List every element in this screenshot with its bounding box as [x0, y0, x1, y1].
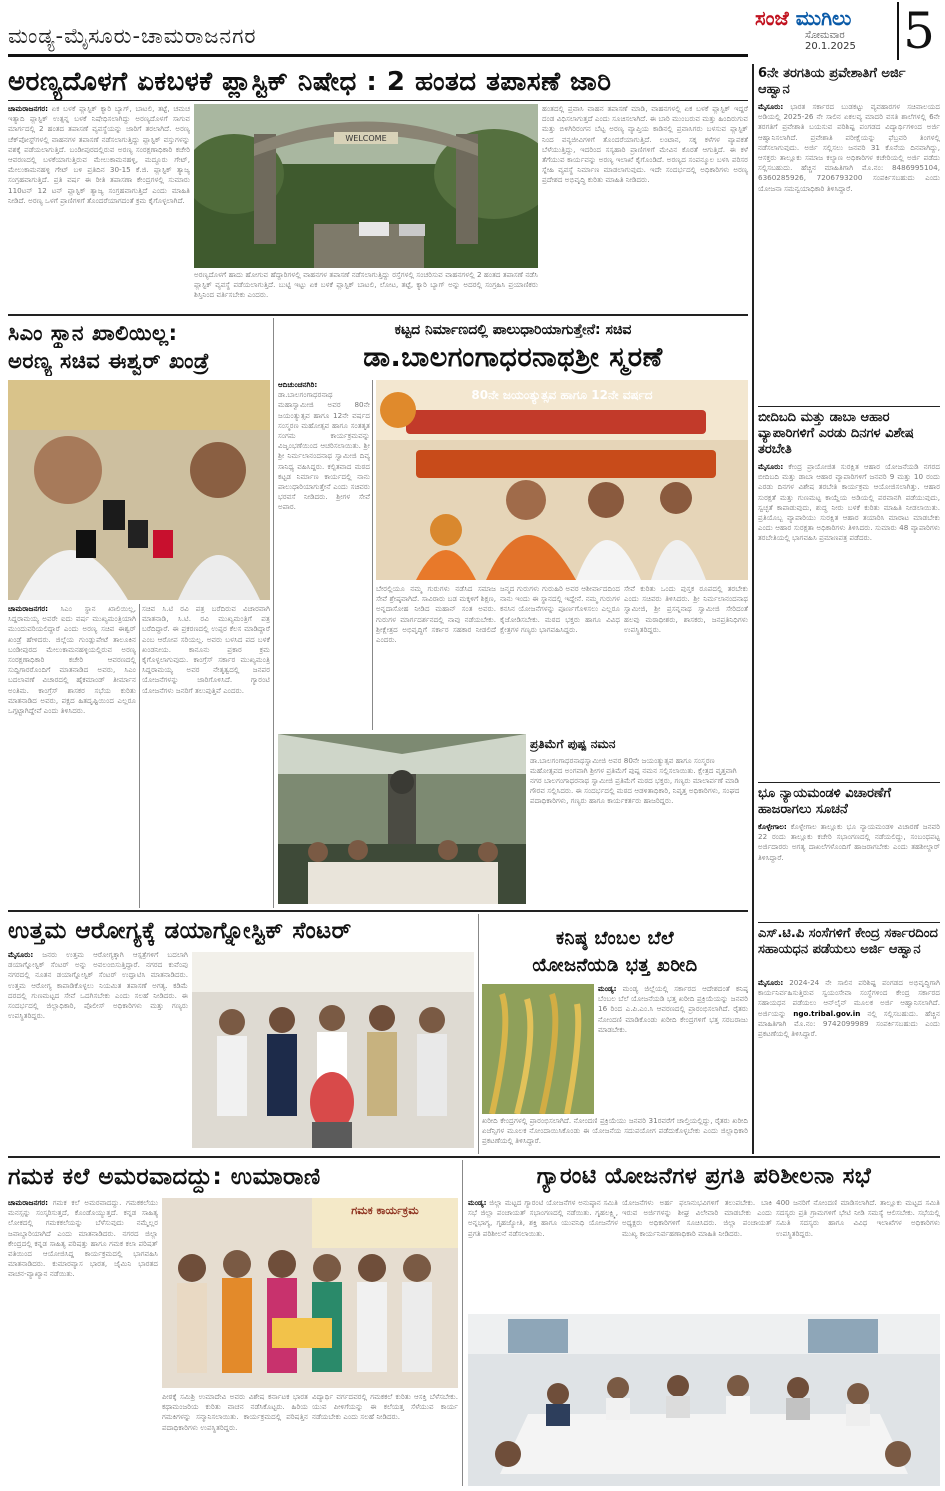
plastic-headline: ಅರಣ್ಯದೊಳಗೆ ಏಕಬಳಕೆ ಪ್ಲಾಸ್ಟಿಕ್ ನಿಷೇಧ : 2 ಹಂತದ ತಪಾಸಣೆ ಜಾರಿ [8, 67, 612, 97]
divider [758, 782, 940, 783]
paddy-crop-photo [482, 984, 594, 1114]
statue-caption: ಡಾ.ಬಾಲಗಂಗಾಧರನಾಥಸ್ವಾಮೀಜಿ ಅವರ 80ನೇ ಜಯಂತ್ಯುತ್ಸವ ಹಾಗೂ ಸಂಸ್ಮರಣ ಮಹೋತ್ಸವದ ಅಂಗವಾಗಿ ಶ್ರೀಗಳ ಪ್ರತಿಮೆಗೆ ಪುಷ್ಪ ನಮನ ಸಲ್ಲಿಸಲಾಯಿತು. ಕ್ಷೇತ್ರದ ವೃತ್ತವಾಗಿ ನಗರ ಬಾಲಗಂಗಾಧರನಾಥ ಸ್ವಾಮೀಜಿ ಪ್ರತಿಮೆಗೆ ಮಠದ ಭಕ್ತರು, ಗಣ್ಯರು ಮಾಲಾರ್ಪಣೆ ಮಾಡಿ ಗೌರವ ಸಲ್ಲಿಸಿದರು. ಈ ಸಂದರ್ಭದಲ್ಲಿ ಮಠದ ಆಡಳಿತಾಧಿಕಾರಿ, ನಿವೃತ್ತ ಅಧಿಕಾರಿಗಳು, ಸಂಘದ ಪದಾಧಿಕಾರಿಗಳು, ಗಣ್ಯರು ಹಾಗೂ ಕಾರ್ಯಕರ್ತರು ಹಾಜರಿದ್ದರು. [530, 756, 740, 805]
gate-welcome-sign: WELCOME [345, 134, 387, 143]
guarantee-body-col3: 400 ಜನರಿಗೆ ನೋಂದಣಿ ಮಾಡಿಸಲಾಗಿದೆ. ತಾಲ್ಲೂಕು ಮಟ್ಟದ ಸಮಿತಿ ಸದಸ್ಯರು ಪ್ರತಿ ಗ್ರಾಮಗಳಿಗೆ ಭೇಟಿ ನೀಡಿ ಸಮಸ್ಯೆ ಆಲಿಸಬೇಕು. ಸಭೆಯಲ್ಲಿ ಸಮಿತಿ ಸದಸ್ಯರು ಹಾಗೂ ವಿವಿಧ ಇಲಾಖೆಗಳ ಅಧಿಕಾರಿಗಳು ಉಪಸ್ಥಿತರಿದ್ದರು. [776, 1198, 940, 1238]
ngo-portal-link[interactable]: ngo.tribal.gov.in [793, 1008, 861, 1018]
forest-gate-photo [194, 104, 538, 268]
event-banner-text: 80ನೇ ಜಯಂತ್ಯುತ್ಸವ ಹಾಗೂ 12ನೇ ವರ್ಷದ [471, 388, 653, 402]
guarantee-headline: ಗ್ಯಾರಂಟಿ ಯೋಜನೆಗಳ ಪ್ರಗತಿ ಪರಿಶೀಲನಾ ಸಭೆ [536, 1164, 872, 1189]
diagnostic-headline: ಉತ್ತಮ ಆರೋಗ್ಯಕ್ಕೆ ಡಯಾಗ್ನೋಸ್ಟಿಕ್ ಸೆಂಟರ್ [8, 918, 352, 944]
divider [8, 910, 748, 912]
sidebar-item-training-title: ಬೀದಿಬದಿ ಮತ್ತು ಡಾಬಾ ಆಹಾರ ವ್ಯಾಪಾರಿಗಳಿಗೆ ಎರಡು ದಿನಗಳ ವಿಶೇಷ ತರಬೇತಿ [758, 410, 914, 457]
divider [8, 1156, 940, 1158]
cm-headline-line1: ಸಿಎಂ ಸ್ಥಾನ ಖಾಲಿಯಿಲ್ಲ: [8, 321, 178, 345]
guarantee-meeting-illustration [468, 1314, 940, 1486]
sidebar-item-tribunal-dateline: ಕೊಳ್ಳೇಗಾಲ: [758, 822, 787, 831]
guarantee-dateline: ಮಂಡ್ಯ: [468, 1198, 487, 1207]
column-rule [273, 318, 274, 908]
paddy-headline-line1: ಕನಿಷ್ಠ ಬೆಂಬಲ ಬೆಲೆ [555, 928, 675, 949]
brand-part2: ಮುಗಿಲು [795, 6, 852, 30]
swamiji-body-col4: ಸೇವೆ ಕುರಿತು ಒಂದು ಪುಸ್ತಕ ರೂಪದಲ್ಲಿ ತರಬೇಕು ಎಂದು ಸಚಿವರು ತಿಳಿಸಿದರು. ಶ್ರೀ ನಿರ್ಮಲಾನಂದನಾಥ ಸ್ವಾಮೀಜಿ, ಶ್ರೀ ಪ್ರಸನ್ನನಾಥ ಸ್ವಾಮೀಜಿ ಸೇರಿದಂತೆ ಹಲವು ಮಠಾಧೀಶರು, ಶಾಸಕರು, ಜನಪ್ರತಿನಿಧಿಗಳು ಉಪಸ್ಥಿತರಿದ್ದರು. [624, 584, 748, 634]
section-rule [8, 54, 748, 57]
gamaka-body-col1: ಚಾಮರಾಜನಗರ: ಗಮಕ ಕಲೆ ಅಮರವಾದದ್ದು. ಗಮಕಕಲೆಯು ಮನಸ್ಸನ್ನು ಸಂಸ್ಕರಿಸುತ್ತದೆ, ಕೊಂಡೊಯ್ಯುತ್ತದೆ. ಕನ್ನಡ ಸಾಹಿತ್ಯ ಲೋಕದಲ್ಲಿ ಗಮಕಕಲೆಯನ್ನು ಬೆಳೆಸುವುದು ನಮ್ಮೆಲ್ಲರ ಜವಾಬ್ದಾರಿಯಾಗಿದೆ ಎಂದು ಮಾತನಾಡಿದರು. ನಗರದ ಜಿಲ್ಲಾ ಕೇಂದ್ರದಲ್ಲಿ ಕನ್ನಡ ಸಾಹಿತ್ಯ ಪರಿಷತ್ತು ಹಾಗೂ ಗಮಕ ಕಲಾ ಪರಿಷತ್ ವತಿಯಿಂದ ಆಯೋಜಿಸಿದ್ದ ಕಾರ್ಯಕ್ರಮದಲ್ಲಿ ಭಾಗವಹಿಸಿ ಮಾತನಾಡಿದರು. ಕುಮಾರವ್ಯಾಸ ಭಾರತ, ಜೈಮಿನಿ ಭಾರತದ ವಾಚನ-ವ್ಯಾಖ್ಯಾನ ನಡೆಯಿತು. [8, 1198, 158, 1279]
diagnostic-inauguration-photo [192, 952, 474, 1148]
minister-press-illustration [8, 380, 270, 600]
paddy-body-bottom: ಖರೀದಿ ಕೇಂದ್ರಗಳಲ್ಲಿ ಪ್ರಾರಂಭಿಸಲಾಗಿದೆ. ನೋಂದಣಿ ಪ್ರಕ್ರಿಯೆಯು ಜನವರಿ 31ರವರೆಗೆ ಚಾಲ್ತಿಯಲ್ಲಿದ್ದು, ರೈತರು ಖರೀದಿ ಏಜೆನ್ಸಿಗಳ ಮೂಲಕ ನೋಂದಾಯಿಸಿಕೊಂಡು ಈ ಯೋಜನೆಯ ಸದುಪಯೋಗ ಪಡೆದುಕೊಳ್ಳಬೇಕು ಎಂದು ಜಿಲ್ಲಾಧಿಕಾರಿ ಪ್ರಕಟಣೆಯಲ್ಲಿ ತಿಳಿಸಿದ್ದಾರೆ. [482, 1116, 748, 1146]
column-rule [139, 604, 140, 908]
plastic-body-col3: ಹಂತದಲ್ಲಿ ಪ್ರವಾಸಿ ವಾಹನ ತಪಾಸಣೆ ಮಾಡಿ, ವಾಹನಗಳಲ್ಲಿ ಏಕ ಬಳಕೆ ಪ್ಲಾಸ್ಟಿಕ್ ಇದ್ದರೆ ದಂಡ ವಿಧಿಸಲಾಗುತ್ತದೆ ಎಂದು ಸೂಚಿಸಲಾಗಿದೆ. ಈ ಬಾರಿ ಮುಂಬರುವ ಮತ್ತು ಹಿಂದಿರುಗುವ ಮತ್ತು ಬಿಳಿಗಿರಿರಂಗನ ಬೆಟ್ಟ ಅರಣ್ಯ ವ್ಯಾಪ್ತಿಯ ಕಾಡಿನಲ್ಲಿ ಪ್ರವಾಸಿಗರು ಬಳಸುವ ಪ್ಲಾಸ್ಟಿಕ್ ನಿಂದ ವನ್ಯಜೀವಿಗಳಿಗೆ ತೊಂದರೆಯಾಗುತ್ತಿದೆ. ಲಂಟಾನ, ಸಕ್ಕ ಕಳೆಗಳ ವ್ಯಾಪಕತೆ ಬೆಳೆಯುತ್ತಿದ್ದು, ಇದರಿಂದ ಸಸ್ಯಹಾರಿ ಪ್ರಾಣಿಗಳಿಗೆ ಮೇವಿನ ಕೊರತೆ ಆಗುತ್ತಿದೆ. ಈ ಕಳೆ ತೆಗೆಯುವ ಕಾರ್ಯವನ್ನು ಅರಣ್ಯ ಇಲಾಖೆ ಕೈಗೊಂಡಿದೆ. ಅರಣ್ಯದ ಸಂಪನ್ಮೂಲ ಬಳಸಿ ಪರಿಸರ ಸ್ನೇಹಿ ವ್ಯವಸ್ಥೆ ನಿರ್ಮಾಣ ಮಾಡಲಾಗುವುದು. ಇದೇ ಸಂದರ್ಭದಲ್ಲಿ ಅಧಿಕಾರಿಗಳು ಅರಣ್ಯ ಪ್ರದೇಶದ ಅಭಿವೃದ್ಧಿ ಕುರಿತು ಮಾಹಿತಿ ನೀಡಿದರು. [542, 104, 748, 185]
statue-tribute-photo [278, 734, 526, 904]
brand-logo [755, 6, 890, 30]
sidebar-item-ngo-body: ಮೈಸೂರು: 2024-24 ನೇ ಸಾಲಿನ ಪರಿಶಿಷ್ಟ ಪಂಗಡದ ಅಭಿವೃದ್ಧಿಗಾಗಿ ಕಾರ್ಯನಿರ್ವಹಿಸುತ್ತಿರುವ ಸ್ವಯಂಸೇವಾ ಸಂಸ್ಥೆಗಳಿಂದ ಕೇಂದ್ರ ಸರ್ಕಾರದ ಸಹಾಯಧನ ಪಡೆಯಲು ಆನ್‌ಲೈನ್ ಮೂಲಕ ಅರ್ಜಿ ಆಹ್ವಾನಿಸಲಾಗಿದೆ. ಅರ್ಜಿಯನ್ನು ngo.tribal.gov.in ನಲ್ಲಿ ಸಲ್ಲಿಸಬಹುದು. ಹೆಚ್ಚಿನ ಮಾಹಿತಿಗಾಗಿ ಮೊ.ನಂ: 9742099989 ಸಂಪರ್ಕಿಸಬಹುದು ಎಂದು ಪ್ರಕಟಣೆಯಲ್ಲಿ ತಿಳಿಸಿದ್ದಾರೆ. [758, 978, 940, 1039]
issue-day: ಸೋಮವಾರ [805, 30, 845, 41]
swamiji-dateline: ಆದಿಚುಂಚನಗಿರಿ: [278, 380, 318, 389]
gamaka-event-photo [162, 1198, 458, 1388]
cm-dateline: ಚಾಮರಾಜನಗರ: [8, 604, 49, 613]
cm-body-col1: ಚಾಮರಾಜನಗರ: ಸಿಎಂ ಸ್ಥಾನ ಖಾಲಿಯಿಲ್ಲ, ಸಿದ್ದರಾಮಯ್ಯ ಅವರೇ ಐದು ವರ್ಷ ಮುಖ್ಯಮಂತ್ರಿಯಾಗಿ ಮುಂದುವರಿಯಲಿದ್ದಾರೆ ಎಂದು ಅರಣ್ಯ ಸಚಿವ ಈಶ್ವರ್ ಖಂಡ್ರೆ ಹೇಳಿದರು. ಜಿಲ್ಲೆಯ ಗುಂಡ್ಲುಪೇಟೆ ತಾಲೂಕಿನ ಬಂಡೀಪುರದ ಮೇಲುಕಾಮನಹಳ್ಳಿಯಲ್ಲಿರುವ ಅರಣ್ಯ ಸಂರಕ್ಷಣಾಧಿಕಾರಿ ಕಚೇರಿ ಆವರಣದಲ್ಲಿ ಸುದ್ದಿಗಾರರೊಂದಿಗೆ ಮಾತನಾಡಿದ ಅವರು, ಸಿಎಂ ಬದಲಾವಣೆ ವಿಚಾರದಲ್ಲಿ ಹೈಕಮಾಂಡ್ ತೀರ್ಮಾನ ಅಂತಿಮ. ಕಾಂಗ್ರೆಸ್ ಶಾಸಕರ ಸಭೆಯ ಕುರಿತು ಮಾತನಾಡಿದ ಅವರು, ಪಕ್ಷದ ಹಿತದೃಷ್ಟಿಯಿಂದ ಎಲ್ಲರೂ ಒಗ್ಗಟ್ಟಾಗಿದ್ದೇವೆ ಎಂದು ತಿಳಿಸಿದರು. [8, 604, 136, 716]
sidebar-item-ngo-title: ಎಸ್.ಟಿ.ಪಿ ಸಂಸೆಗಳಿಗೆ ಕೇಂದ್ರ ಸರ್ಕಾರದಿಂದ ಸಹಾಯಧನ ಪಡೆಯಲು ಅರ್ಜಿ ಆಹ್ವಾನ [758, 926, 938, 957]
swamiji-event-illustration [376, 380, 748, 580]
cm-body-col2: ಸಚಿವ ಸಿ.ಟಿ ರವಿ ಪತ್ರ ಬರೆದಿರುವ ವಿಚಾರವಾಗಿ ಮಾತನಾಡಿ, ಸಿ.ಟಿ. ರವಿ ಮುಖ್ಯಮಂತ್ರಿಗೆ ಪತ್ರ ಬರೆದಿದ್ದಾರೆ. ಈ ಪ್ರಕರಣದಲ್ಲಿ ಉಪ್ಪರ ಕೆಲಸ ಮಾಡಿದ್ದಾರೆ ಎಂಬ ಆರೋಪ ಸರಿಯಲ್ಲ. ಅವರು ಬಳಸಿದ ಪದ ಬಳಕೆ ಖಂಡನೀಯ. ಕಾನೂನು ಪ್ರಕಾರ ಕ್ರಮ ಕೈಗೊಳ್ಳಲಾಗುವುದು. ಕಾಂಗ್ರೆಸ್ ಸರ್ಕಾರ ಮುಖ್ಯಮಂತ್ರಿ ಸಿದ್ದರಾಮಯ್ಯ ಅವರ ನೇತೃತ್ವದಲ್ಲಿ ಜನಪರ ಯೋಜನೆಗಳನ್ನು ಜಾರಿಗೊಳಿಸಿದೆ. ಗ್ಯಾರಂಟಿ ಯೋಜನೆಗಳು ಜನರಿಗೆ ತಲುಪುತ್ತಿವೆ ಎಂದರು. [142, 604, 270, 695]
diagnostic-inauguration-illustration [192, 952, 474, 1148]
gamaka-dateline: ಚಾಮರಾಜನಗರ: [8, 1198, 49, 1207]
gamaka-body-col3: ವಿದ್ಯಾರ್ಥಿ ವರ್ಗದವರಲ್ಲಿ ಗಮಕಕಲೆ ಕುರಿತು ಆಸಕ್ತಿ ಬೆಳೆಸಬೇಕು. ಯುವ ಪೀಳಿಗೆಯನ್ನು ಈ ಕಲೆಯತ್ತ ಸೆಳೆಯುವ ಕಾರ್ಯ ನಡೆಯಬೇಕು ಎಂದು ಸಲಹೆ ನೀಡಿದರು. [312, 1392, 458, 1422]
divider [758, 406, 940, 407]
minister-press-photo [8, 380, 270, 600]
gamaka-banner-text: ಗಮಕ ಕಾರ್ಯಕ್ರಮ [351, 1204, 419, 1217]
diagnostic-body-col1: ಮೈಸೂರು: ಜನರು ಉತ್ತಮ ಆರೋಗ್ಯಕ್ಕಾಗಿ ಆಸ್ಪತ್ರೆಗಳಿಗೆ ಬದಲಾಗಿ ಡಯಾಗ್ನೋಸ್ಟಿಕ್ ಸೆಂಟರ್ ಅನ್ನು ಅವಲಂಬಿಸುತ್ತಿದ್ದಾರೆ. ನಗರದ ಕುವೆಂಪು ನಗರದಲ್ಲಿ ನೂತನ ಡಯಾಗ್ನೋಸ್ಟಿಕ್ ಸೆಂಟರ್ ಉದ್ಘಾಟಿಸಿ ಮಾತನಾಡಿದರು. ಉತ್ತಮ ಆರೋಗ್ಯ ಕಾಪಾಡಿಕೊಳ್ಳಲು ನಿಯಮಿತ ತಪಾಸಣೆ ಅಗತ್ಯ. ಕಡಿಮೆ ದರದಲ್ಲಿ ಗುಣಮಟ್ಟದ ಸೇವೆ ಒದಗಿಸಬೇಕು ಎಂದು ಸಲಹೆ ನೀಡಿದರು. ಈ ಸಂದರ್ಭದಲ್ಲಿ ಜಿಲ್ಲಾಧಿಕಾರಿ, ಪೊಲೀಸ್ ಅಧಿಕಾರಿಗಳು ಮತ್ತು ಗಣ್ಯರು ಉಪಸ್ಥಿತರಿದ್ದರು. [8, 950, 188, 1021]
masthead [0, 0, 945, 62]
column-rule [478, 914, 479, 1154]
statue-tribute-illustration [278, 734, 526, 904]
brand-part1: ಸಂಜೆ [755, 6, 789, 30]
sidebar-item-admission-title: 6ನೇ ತರಗತಿಯ ಪ್ರವೇಶಾತಿಗೆ ಅರ್ಜಿ ಆಹ್ವಾನ [758, 66, 906, 97]
column-rule [462, 1160, 463, 1486]
sidebar-item-admission-dateline: ಮೈಸೂರು: [758, 102, 784, 111]
divider [8, 100, 748, 101]
swamiji-kicker: ಕಟ್ಟದ ನಿರ್ಮಾಣದಲ್ಲಿ ಪಾಲುಧಾರಿಯಾಗುತ್ತೇನೆ: ಸಚಿವ [394, 322, 632, 338]
plastic-dateline: ಚಾಮರಾಜನಗರ: [8, 104, 49, 113]
swamiji-body-col3: ಜನ್ಮದ ಗುರುಗಳು ಗುರುಹಿರಿ ಅವರ ಆಶೀರ್ವಾದದಿಂದ ನಾನು ಇಂದು ಈ ಸ್ಥಾನದಲ್ಲಿ ಇದ್ದೇನೆ. ನಮ್ಮ ಗುರುಗಳ ಕನಸಿನ ಯೋಜನೆಗಳನ್ನು ಪೂರ್ಣಗೊಳಿಸಲು ಎಲ್ಲರೂ ಕೈಜೋಡಿಸಬೇಕು. ಮಠದ ಭಕ್ತರು ಹಾಗೂ ವಿವಿಧ ಕ್ಷೇತ್ರಗಳ ಗಣ್ಯರು ಭಾಗವಹಿಸಿದ್ದರು. [500, 584, 620, 634]
diagnostic-dateline: ಮೈಸೂರು: [8, 950, 34, 959]
sidebar-item-tribunal-body: ಕೊಳ್ಳೇಗಾಲ: ಕೊಳ್ಳೇಗಾಲ ತಾಲ್ಲೂಕು ಭೂ ನ್ಯಾಯಮಂಡಳಿ ವಿಚಾರಣೆ ಜನವರಿ 22 ರಂದು ತಾಲ್ಲೂಕು ಕಚೇರಿ ಸಭಾಂಗಣದಲ್ಲಿ ನಡೆಯಲಿದ್ದು, ಸಂಬಂಧಪಟ್ಟ ಅರ್ಜಿದಾರರು ಅಗತ್ಯ ದಾಖಲೆಗಳೊಂದಿಗೆ ಹಾಜರಾಗಬೇಕು ಎಂದು ತಹಶೀಲ್ದಾರ್ ತಿಳಿಸಿದ್ದಾರೆ. [758, 822, 940, 862]
sidebar-item-ngo-dateline: ಮೈಸೂರು: [758, 978, 784, 987]
swamiji-body-col1: ಆದಿಚುಂಚನಗಿರಿ: ಡಾ.ಬಾಲಗಂಗಾಧರನಾಥ ಮಹಾಸ್ವಾಮೀಜಿ ಅವರ 80ನೇ ಜಯಂತ್ಯುತ್ಸವ ಹಾಗೂ 12ನೇ ವರ್ಷದ ಸಂಸ್ಮರಣ ಮಹೋತ್ಸವ ಹಾಗೂ ಸಂತತೃತ ಸಂಗಮ ಕಾರ್ಯಕ್ರಮವನ್ನು ವಿಜೃಂಭಣೆಯಿಂದ ಆಚರಿಸಲಾಯಿತು. ಶ್ರೀ ಶ್ರೀ ನಿರ್ಮಲಾನಂದನಾಥ ಸ್ವಾಮೀಜಿ ದಿವ್ಯ ಸಾನಿಧ್ಯ ವಹಿಸಿದ್ದರು. ಕಲ್ಪಿತವಾದ ಮಠದ ಕಟ್ಟಡ ನಿರ್ಮಾಣ ಕಾರ್ಯದಲ್ಲಿ ನಾನು ಪಾಲುಧಾರಿಯಾಗುತ್ತೇನೆ ಎಂದು ಸಚಿವರು ಭರವಸೆ ನೀಡಿದರು. ಶ್ರೀಗಳ ಸೇವೆ ಅಪಾರ. [278, 380, 370, 512]
sidebar-item-tribunal-title: ಭೂ ನ್ಯಾಯಮಂಡಳಿ ವಿಚಾರಣೆಗೆ ಹಾಜರಾಗಲು ಸೂಚನೆ [758, 786, 891, 817]
forest-gate-illustration [194, 104, 538, 268]
plastic-body-bottom: ಅರಣ್ಯದೊಳಗೆ ಹಾದು ಹೋಗುವ ಹೆದ್ದಾರಿಗಳಲ್ಲಿ ವಾಹನಗಳ ತಪಾಸಣೆ ನಡೆಸಲಾಗುತ್ತಿದ್ದು ರಸ್ತೆಗಳಲ್ಲಿ ಸಂಚರಿಸುವ ವಾಹನಗಳಲ್ಲಿ 2 ಹಂತದ ತಪಾಸಣೆ ನಡೆಸಿ ಪ್ಲಾಸ್ಟಿಕ್ ವ್ಯವಸ್ಥೆ ಪಡೆಯಲಾಗುತ್ತಿದೆ. ಬುಟ್ಟಿ ಇಟ್ಟು ಏಕ ಬಳಕೆ ಪ್ಲಾಸ್ಟಿಕ್ ಬಾಟಲಿ, ಲೋಟ, ತಟ್ಟೆ, ಕ್ಯಾರಿ ಬ್ಯಾಗ್ ಅನ್ನು ಅದರಲ್ಲಿ ಸಂಗ್ರಹಿಸಿ ಪ್ರಯಾಣಿಕರು ಶಿಸ್ತಿನಿಂದ ವರ್ತಿಸಬೇಕು ಎಂದರು. [194, 270, 538, 300]
column-rule [372, 380, 373, 730]
section-title: ಮಂಡ್ಯ-ಮೈಸೂರು-ಚಾಮರಾಜನಗರ [8, 24, 257, 48]
guarantee-meeting-photo [468, 1314, 940, 1486]
paddy-body-col1: ಮಂಡ್ಯ: ಮಂಡ್ಯ ಜಿಲ್ಲೆಯಲ್ಲಿ ಸರ್ಕಾರದ ಆದೇಶದಂತೆ ಕನಿಷ್ಠ ಬೆಂಬಲ ಬೆಲೆ ಯೋಜನೆಯಡಿ ಭತ್ತ ಖರೀದಿ ಪ್ರಕ್ರಿಯೆಯನ್ನು ಜನವರಿ 16 ರಿಂದ ಎ.ಪಿ.ಎಂ.ಸಿ ಆವರಣದಲ್ಲಿ ಪ್ರಾರಂಭಿಸಲಾಗಿದೆ. ರೈತರು ನೋಂದಣಿ ಮಾಡಿಕೊಂಡು ಖರೀದಿ ಕೇಂದ್ರಗಳಿಗೆ ಭತ್ತ ಸರಬರಾಜು ಮಾಡಬೇಕು. [598, 984, 748, 1034]
sidebar-rule [752, 64, 754, 1154]
divider [8, 314, 748, 316]
gamaka-body-col2: ಪೀಠಕ್ಕೆ ಸಮಿಶ್ರಿ ಉಮಾದೇವಿ ಅವರು ವಿಶೇಷ ಕರ್ನಾಟಕ ಭಾರತ ಕಥಾಮಂಜರಿಯ ಕುರಿತು ವಾಚನ ನಡೆಸಿಕೊಟ್ಟರು. ಹಿರಿಯ ಗಮಕಿಗಳನ್ನು ಸನ್ಮಾನಿಸಲಾಯಿತು. ಕಾರ್ಯಕ್ರಮದಲ್ಲಿ ಪರಿಷತ್ತಿನ ಪದಾಧಿಕಾರಿಗಳು ಉಪಸ್ಥಿತರಿದ್ದರು. [162, 1392, 308, 1432]
swamiji-event-photo [376, 380, 748, 580]
guarantee-body-col2: ಯೋಜನೆಗಳು ಅರ್ಹ ಫಲಾನುಭವಿಗಳಿಗೆ ತಲುಪಬೇಕು. ಬಾಕಿ ಇರುವ ಅರ್ಜಿಗಳನ್ನು ಶೀಘ್ರ ವಿಲೇವಾರಿ ಮಾಡಬೇಕು ಎಂದು ಅಧ್ಯಕ್ಷರು ಅಧಿಕಾರಿಗಳಿಗೆ ಸೂಚಿಸಿದರು. ಜಿಲ್ಲಾ ಪಂಚಾಯತ್ ಮುಖ್ಯ ಕಾರ್ಯನಿರ್ವಹಣಾಧಿಕಾರಿ ಮಾಹಿತಿ ನೀಡಿದರು. [622, 1198, 772, 1238]
plastic-body-col1: ಚಾಮರಾಜನಗರ: ಏಕ ಬಳಕೆ ಪ್ಲಾಸ್ಟಿಕ್ ಕ್ಯಾರಿ ಬ್ಯಾಗ್, ಬಾಟಲಿ, ತಟ್ಟೆ, ಚಮಚ ಇತ್ಯಾದಿ ಪ್ಲಾಸ್ಟಿಕ್ ಉತ್ಪನ್ನ ಬಳಕೆ ನಿಷೇಧಿಸಲಾಗಿದ್ದು ಅರಣ್ಯದೊಳಗೆ ಸಾಗುವ ಮಾರ್ಗದಲ್ಲಿ 2 ಹಂತದ ತಪಾಸಣೆ ವ್ಯವಸ್ಥೆಯನ್ನು ಜಾರಿಗೆ ತರಲಾಗಿದೆ. ಅರಣ್ಯ ಚೆಕ್‌ಪೋಸ್ಟ್‌ಗಳಲ್ಲಿ ವಾಹನಗಳ ತಪಾಸಣೆ ನಡೆಸಲಾಗುತ್ತಿದ್ದು ಪ್ಲಾಸ್ಟಿಕ್ ವಸ್ತುಗಳನ್ನು ವಶಕ್ಕೆ ಪಡೆಯಲಾಗುತ್ತಿದೆ. ಬಂಡೀಪುರದಲ್ಲಿರುವ ಅರಣ್ಯ ಸಂರಕ್ಷಣಾಧಿಕಾರಿ ಕಚೇರಿ ಆವರಣದಲ್ಲಿ ಬಳಕೆಯಾಗುತ್ತಿರುವ ಮೇಲುಕಾಮನಹಳ್ಳಿ, ಮದ್ದೂರು ಗೇಟ್, ಮೇಲುಕಾಮನಹಳ್ಳಿ ಗೇಟ್ ಬಳಿ ಪ್ರತಿದಿನ 30-15 ಕೆ.ಜಿ. ಪ್ಲಾಸ್ಟಿಕ್ ತ್ಯಾಜ್ಯ ಸಂಗ್ರಹವಾಗುತ್ತಿದೆ. ಪ್ರತಿ ವರ್ಷ ಈ ರೀತಿ ತಪಾಸಣಾ ಕೇಂದ್ರಗಳಲ್ಲಿ ಸುಮಾರು 110ಟನ್ 12 ಟನ್ ಪ್ಲಾಸ್ಟಿಕ್ ತ್ಯಾಜ್ಯ ಸಂಗ್ರಹವಾಗುತ್ತಿದೆ ಎಂದು ಮಾಹಿತಿ ನೀಡಿದೆ. ಅರಣ್ಯ ಒಳಗೆ ಪ್ರಾಣಿಗಳಿಗೆ ತೊಂದರೆಯಾಗದಂತೆ ಕ್ರಮ ಕೈಗೊಳ್ಳಲಾಗಿದೆ. [8, 104, 190, 205]
page-number: 5 [897, 2, 939, 60]
newspaper-brand [755, 6, 890, 52]
paddy-crop-illustration [482, 984, 594, 1114]
statue-caption-title: ಪ್ರತಿಮೆಗೆ ಪುಷ್ಪ ನಮನ [530, 737, 616, 751]
sidebar-item-training-body: ಮೈಸೂರು: ಕೇಂದ್ರ ಪ್ರಾಯೋಜಿತ ಸುರಕ್ಷಿತ ಆಹಾರ ಯೋಜನೆಯಡಿ ನಗರದ ಬೀದಿಬದಿ ಮತ್ತು ಡಾಬಾ ಆಹಾರ ವ್ಯಾಪಾರಿಗಳಿಗೆ ಜನವರಿ 9 ಮತ್ತು 10 ರಂದು ಎರಡು ದಿನಗಳ ವಿಶೇಷ ತರಬೇತಿ ಕಾರ್ಯಕ್ರಮ ಆಯೋಜಿಸಲಾಗಿತ್ತು. ಆಹಾರ ಸುರಕ್ಷತೆ ಮತ್ತು ಗುಣಮಟ್ಟ ಕಾಯ್ದೆಯ ಅಡಿಯಲ್ಲಿ ಪರವಾನಗಿ ಪಡೆಯುವುದು, ಸ್ವಚ್ಛತೆ ಕಾಪಾಡುವುದು, ಶುದ್ಧ ನೀರು ಬಳಕೆ ಕುರಿತು ಮಾಹಿತಿ ನೀಡಲಾಯಿತು. ಪ್ರತಿಯೊಬ್ಬ ವ್ಯಾಪಾರಿಯು ಸುರಕ್ಷಿತ ಆಹಾರ ತಯಾರಿಸಿ ಮಾರಾಟ ಮಾಡಬೇಕು ಎಂದು ಆಹಾರ ಸುರಕ್ಷತಾ ಅಧಿಕಾರಿಗಳು ತಿಳಿಸಿದರು. ಸುಮಾರು 48 ವ್ಯಾಪಾರಿಗಳು ತರಬೇತಿಯಲ್ಲಿ ಭಾಗವಹಿಸಿ ಪ್ರಮಾಣಪತ್ರ ಪಡೆದರು. [758, 462, 940, 543]
guarantee-body-col1: ಮಂಡ್ಯ: ಜಿಲ್ಲಾ ಮಟ್ಟದ ಗ್ಯಾರಂಟಿ ಯೋಜನೆಗಳ ಅನುಷ್ಠಾನ ಸಮಿತಿ ಸಭೆ ಜಿಲ್ಲಾ ಪಂಚಾಯತ್ ಸಭಾಂಗಣದಲ್ಲಿ ನಡೆಯಿತು. ಗೃಹಲಕ್ಷ್ಮಿ, ಅನ್ನಭಾಗ್ಯ, ಗೃಹಜ್ಯೋತಿ, ಶಕ್ತಿ ಹಾಗೂ ಯುವನಿಧಿ ಯೋಜನೆಗಳ ಪ್ರಗತಿ ಪರಿಶೀಲನೆ ನಡೆಸಲಾಯಿತು. [468, 1198, 618, 1238]
swamiji-headline: ಡಾ.ಬಾಲಗಂಗಾಧರನಾಥಶ್ರೀ ಸ್ಮರಣೆ [363, 342, 663, 373]
gamaka-headline: ಗಮಕ ಕಲೆ ಅಮರವಾದದ್ದು: ಉಮಾರಾಣಿ [8, 1164, 321, 1190]
issue-date: 20.1.2025 [805, 41, 856, 52]
divider [758, 922, 940, 923]
gamaka-event-illustration [162, 1198, 458, 1388]
sidebar-item-admission-body: ಮೈಸೂರು: ಭಾರತ ಸರ್ಕಾರದ ಬುಡಕಟ್ಟು ವ್ಯವಹಾರಗಳ ಸಚಿವಾಲಯದ ಅಡಿಯಲ್ಲಿ 2025-26 ನೇ ಸಾಲಿನ ಏಕಲವ್ಯ ಮಾದರಿ ವಸತಿ ಶಾಲೆಗಳಲ್ಲಿ 6ನೇ ತರಗತಿಗೆ ಪ್ರವೇಶಾತಿ ಬಯಸುವ ಪರಿಶಿಷ್ಟ ಪಂಗಡದ ವಿದ್ಯಾರ್ಥಿಗಳಿಂದ ಅರ್ಜಿ ಆಹ್ವಾನಿಸಲಾಗಿದೆ. ಪ್ರವೇಶಾತಿ ಪರೀಕ್ಷೆಯನ್ನು ಫೆಬ್ರವರಿ ತಿಂಗಳಲ್ಲಿ ನಡೆಸಲಾಗುವುದು. ಅರ್ಜಿ ಸಲ್ಲಿಸಲು ಜನವರಿ 31 ಕೊನೆಯ ದಿನವಾಗಿದ್ದು, ಆಸಕ್ತರು ತಾಲ್ಲೂಕು ಸಮಾಜ ಕಲ್ಯಾಣ ಅಧಿಕಾರಿಗಳ ಕಚೇರಿಯಲ್ಲಿ ಅರ್ಜಿ ಪಡೆದು ಸಲ್ಲಿಸಬಹುದು. ಹೆಚ್ಚಿನ ಮಾಹಿತಿಗಾಗಿ ಮೊ.ನಂ: 8486995104, 6360285926, 7206793200 ಸಂಪರ್ಕಿಸಬಹುದು ಎಂದು ಯೋಜನಾ ಸಮನ್ವಯಾಧಿಕಾರಿ ತಿಳಿಸಿದ್ದಾರೆ. [758, 102, 940, 193]
sidebar-item-training-dateline: ಮೈಸೂರು: [758, 462, 784, 471]
swamiji-body-col2: ಬೇರಲ್ಲಿಯೂ ನಮ್ಮ ಗುರುಗಳು ನಡೆಸಿದ ಸಮಾಜ ಸೇವೆ ಶ್ರೇಷ್ಠವಾಗಿದೆ. ಸಾವಿರಾರು ಬಡ ಮಕ್ಕಳಿಗೆ ಶಿಕ್ಷಣ, ಅನ್ನದಾಸೋಹ ನೀಡಿದ ಮಹಾನ್ ಸಂತ ಅವರು. ಗುರುಗಳ ಮಾರ್ಗದರ್ಶನದಲ್ಲಿ ನಾವು ನಡೆಯಬೇಕು. ಶ್ರೀಕ್ಷೇತ್ರದ ಅಭಿವೃದ್ಧಿಗೆ ಸರ್ಕಾರ ಸಹಕಾರ ನೀಡಲಿದೆ ಎಂದರು. [376, 584, 496, 645]
paddy-headline-line2: ಯೋಜನೆಯಡಿ ಭತ್ತ ಖರೀದಿ [532, 955, 698, 976]
paddy-dateline: ಮಂಡ್ಯ: [598, 984, 617, 993]
cm-headline-line2: ಅರಣ್ಯ ಸಚಿವ ಈಶ್ವರ್ ಖಂಡ್ರೆ [8, 349, 210, 373]
